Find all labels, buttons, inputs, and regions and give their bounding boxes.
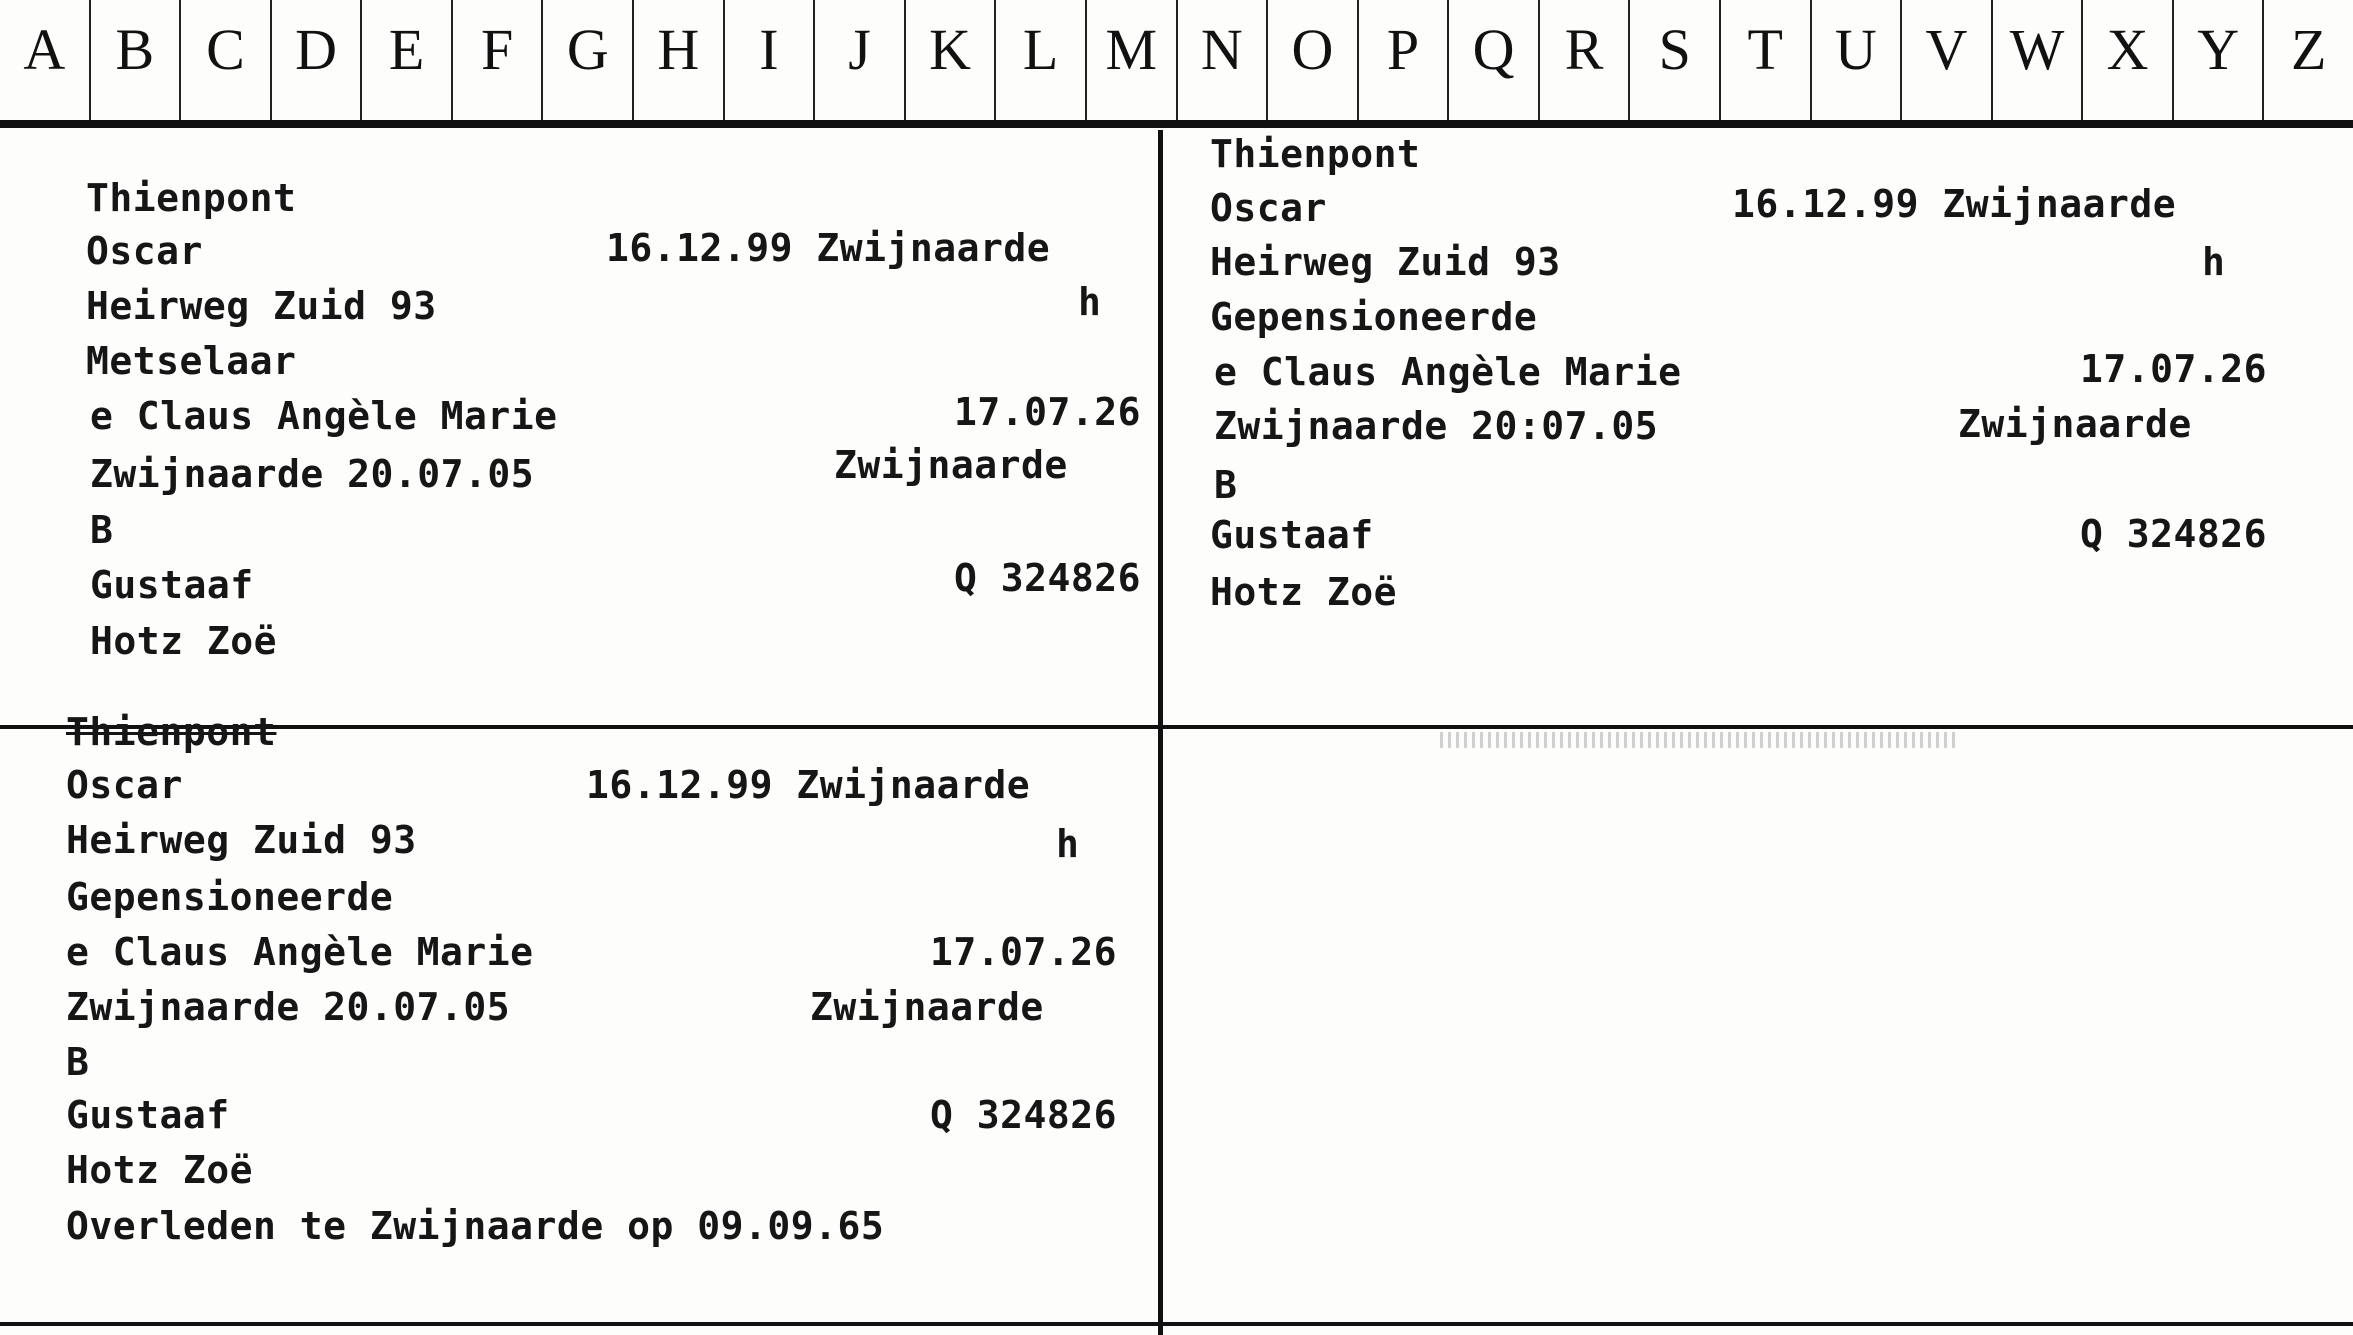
alphabet-letter[interactable]: K [904, 0, 995, 120]
alphabet-letter[interactable]: X [2081, 0, 2172, 120]
code-letter: B [1214, 463, 1238, 507]
alphabet-letter[interactable]: P [1357, 0, 1448, 120]
spouse-name: e Claus Angèle Marie [66, 930, 534, 974]
occupation: Gepensioneerde [66, 875, 394, 919]
death-note: Overleden te Zwijnaarde op 09.09.65 [66, 1204, 885, 1248]
marriage-place: Zwijnaarde [834, 443, 1068, 487]
father-name: Gustaaf [1210, 513, 1374, 557]
alphabet-letter[interactable]: U [1810, 0, 1901, 120]
address: Heirweg Zuid 93 [66, 818, 417, 862]
surname: Thienpont [86, 176, 297, 220]
address: Heirweg Zuid 93 [86, 284, 437, 328]
alphabet-letter[interactable]: M [1085, 0, 1176, 120]
address: Heirweg Zuid 93 [1210, 240, 1561, 284]
alphabet-index-strip [0, 0, 2353, 124]
first-name: Oscar [86, 229, 203, 273]
father-name: Gustaaf [90, 563, 254, 607]
spouse-name: e Claus Angèle Marie [90, 394, 558, 438]
occupation: Gepensioneerde [1210, 295, 1538, 339]
first-name: Oscar [1210, 186, 1327, 230]
spouse-name: e Claus Angèle Marie [1214, 350, 1682, 394]
alphabet-letter[interactable]: A [23, 17, 66, 82]
alphabet-letter[interactable]: T [1719, 0, 1810, 120]
mother-name: Hotz Zoë [1210, 570, 1398, 614]
alphabet-letter[interactable]: W [1991, 0, 2082, 120]
scan-smudge [1440, 732, 1960, 748]
alphabet-letter[interactable]: O [1266, 0, 1357, 120]
bottom-rule [0, 1322, 2353, 1326]
top-rule [0, 124, 2353, 128]
birth-date-place: 16.12.99 Zwijnaarde [586, 763, 1031, 807]
alphabet-letter[interactable]: F [451, 0, 542, 120]
marriage-date: 17.07.26 [954, 390, 1142, 434]
marriage-place: Zwijnaarde [1958, 402, 2192, 446]
status-mark: h [2202, 240, 2226, 284]
record-number: Q 324826 [954, 556, 1142, 600]
alphabet-letter[interactable]: J [813, 0, 904, 120]
mother-name: Hotz Zoë [90, 619, 278, 663]
alphabet-letter[interactable]: I [723, 0, 814, 120]
center-divider [1158, 130, 1163, 1335]
code-letter: B [66, 1040, 90, 1084]
marriage-place: Zwijnaarde [810, 985, 1044, 1029]
spouse-birth: Zwijnaarde 20:07.05 [1214, 404, 1659, 448]
alphabet-letter[interactable]: V [1900, 0, 1991, 120]
birth-date-place: 16.12.99 Zwijnaarde [606, 226, 1051, 270]
surname: Thienpont [1210, 132, 1421, 176]
alphabet-letter[interactable]: N [1176, 0, 1267, 120]
alphabet-letter[interactable]: E [360, 0, 451, 120]
alphabet-letter[interactable]: Z [2262, 0, 2353, 120]
alphabet-letter[interactable]: D [270, 0, 361, 120]
alphabet-letter[interactable]: G [541, 0, 632, 120]
spouse-birth: Zwijnaarde 20.07.05 [90, 452, 535, 496]
alphabet-letter[interactable]: B [89, 0, 180, 120]
alphabet-letter[interactable]: S [1628, 0, 1719, 120]
alphabet-letter[interactable]: R [1538, 0, 1629, 120]
spouse-birth: Zwijnaarde 20.07.05 [66, 985, 511, 1029]
marriage-date: 17.07.26 [930, 930, 1118, 974]
alphabet-letter[interactable]: L [994, 0, 1085, 120]
middle-divider [0, 725, 2353, 729]
alphabet-letter[interactable]: Q [1447, 0, 1538, 120]
birth-date-place: 16.12.99 Zwijnaarde [1732, 182, 2177, 226]
father-name: Gustaaf [66, 1093, 230, 1137]
code-letter: B [90, 508, 114, 552]
record-number: Q 324826 [930, 1093, 1118, 1137]
status-mark: h [1056, 822, 1080, 866]
status-mark: h [1078, 280, 1102, 324]
record-number: Q 324826 [2080, 512, 2268, 556]
mother-name: Hotz Zoë [66, 1148, 254, 1192]
occupation: Metselaar [86, 339, 297, 383]
alphabet-letter[interactable]: H [632, 0, 723, 120]
marriage-date: 17.07.26 [2080, 347, 2268, 391]
alphabet-letter[interactable]: C [179, 0, 270, 120]
alphabet-letter[interactable]: Y [2172, 0, 2263, 120]
surname: Thienpont [66, 710, 277, 754]
first-name: Oscar [66, 763, 183, 807]
